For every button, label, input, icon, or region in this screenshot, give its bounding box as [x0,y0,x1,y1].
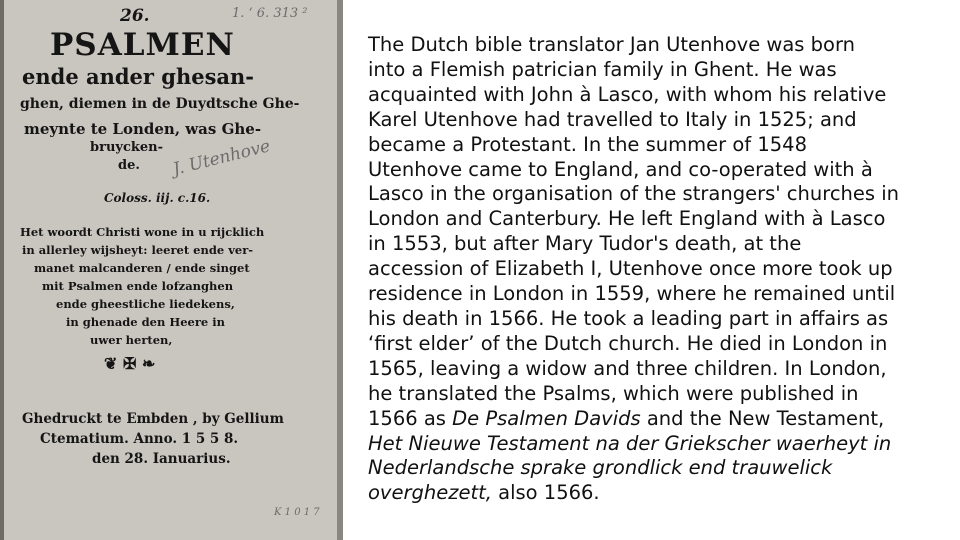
book-title-psalmen: De Psalmen Davids [452,406,641,430]
description-line [368,282,954,307]
book-title-testament: Het Nieuwe Testament na der Griekscher waerheyt in [368,431,892,455]
scan-page-number: 26. [120,6,150,26]
book-title-testament: Nederlandsche sprake grondlick end trauwelick [368,456,833,480]
description-line [368,432,954,457]
scan-subtitle-line: meynte te Londen, was Ghe- [24,120,262,138]
description-line [368,83,954,108]
description-line [368,207,954,232]
description-line [368,33,954,58]
description-line [368,357,954,382]
scan-title: PSALMEN [50,27,235,63]
description-text-run: residence in London in 1559, where he remained until [368,282,896,306]
scan-imprint-line: Ghedruckt te Embden , by Gellium [22,411,284,427]
scan-subtitle-line: bruycken- [90,140,163,155]
description-line [368,158,954,183]
description-line [368,481,954,506]
description-text-run: ‘first elder’ of the Dutch church. He died in London in [368,331,888,355]
scan-quote-line: manet malcanderen / ende singet [34,261,250,275]
scan-pencil-reference: 1. ‘ 6. 313 ² [232,6,308,21]
description-text-run: The Dutch bible translator Jan Utenhove was born [368,33,855,56]
description-line [368,456,954,481]
description-text-run: Lasco in the organisation of the strangers' churches in [368,182,900,206]
description-line [368,332,954,357]
description-text-run: Karel Utenhove had travelled to Italy in 1525; and [368,107,857,131]
description-line [368,307,954,332]
scan-subtitle-line: de. [118,158,140,173]
scan-subtitle: ende ander ghesan- [22,64,255,89]
description-line [368,58,954,83]
scan-quote-line: in ghenade den Heere in [66,315,225,329]
scan-printer-ornament: ❦ ✠ ❧ [104,354,156,373]
scan-quote-line: in allerley wijsheyt: leeret ende ver- [22,243,254,257]
description-line [368,232,954,257]
description-line [368,108,954,133]
description-text-run: also 1566. [491,481,600,505]
description-text [368,33,954,506]
title-page-scan [0,0,343,540]
scan-quote-line: mit Psalmen ende lofzanghen [42,279,234,293]
scan-quote-line: uwer herten, [90,333,173,347]
description-text-run: acquainted with John à Lasco, with whom his relative [368,82,887,106]
scan-imprint-line: Ctematium. Anno. 1 5 5 8. [40,431,239,447]
scan-right-edge [337,0,343,540]
description-text-run: his death in 1566. He took a leading part in affairs as [368,306,889,330]
description-line [368,382,954,407]
description-line [368,133,954,158]
description-text-run: 1566 as [368,406,453,430]
scan-quote-line: Het woordt Christi wone in u rijcklich [20,225,265,239]
scan-imprint-line: den 28. Ianuarius. [92,451,231,467]
scan-verse-reference: Coloss. iij. c.16. [104,191,211,205]
scan-shelfmark: K 1 0 1 7 [274,507,320,518]
description-text-run: he translated the Psalms, which were published in [368,381,859,405]
description-text-run: into a Flemish patrician family in Ghent. He was [368,57,837,81]
description-text-run: London and Canterbury. He left England with à Lasco [368,207,886,231]
description-line [368,257,954,282]
scan-quote-line: ende gheestliche liedekens, [56,297,235,311]
description-text-run: became a Protestant. In the summer of 1548 [368,132,807,156]
description-text-run: in 1553, but after Mary Tudor's death, at the [368,232,802,256]
description-text-run: 1565, leaving a widow and three children. In London, [368,356,887,380]
description-text-run: Utenhove came to England, and co-operated with à [368,157,873,181]
book-title-testament: overghezett, [368,481,492,505]
description-text-run: accession of Elizabeth I, Utenhove once more took up [368,257,893,281]
description-line [368,182,954,207]
scan-subtitle-line: ghen, diemen in de Duydtsche Ghe- [20,96,300,112]
description-text-run: and the New Testament, [640,406,885,430]
description-line [368,407,954,432]
scan-handwritten-signature: J. Utenhove [171,136,273,180]
